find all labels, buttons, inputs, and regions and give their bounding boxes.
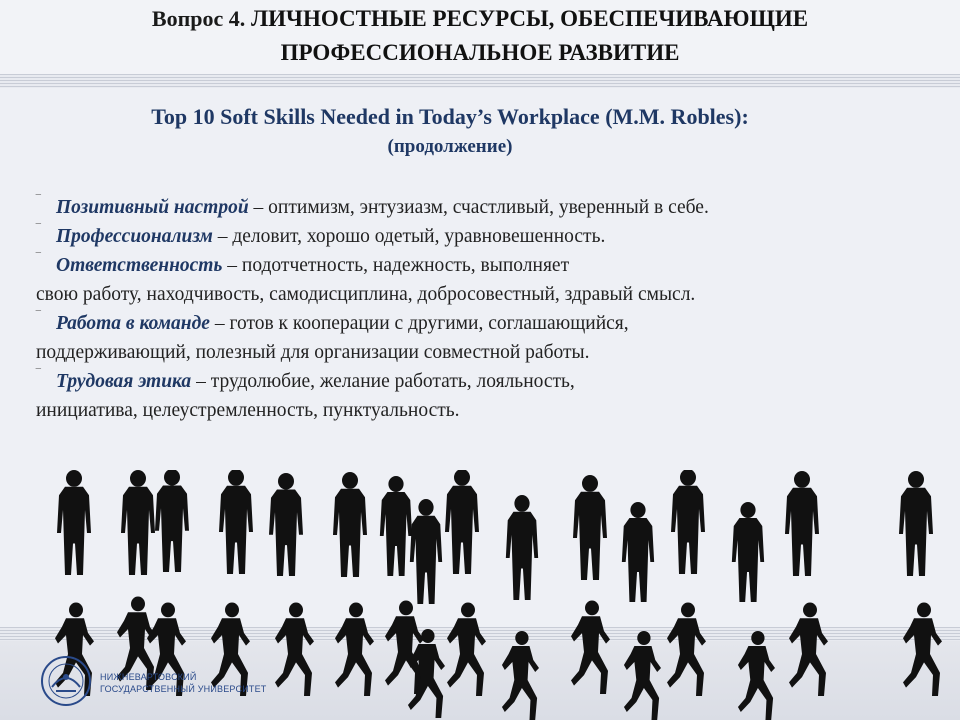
question-number: Вопрос 4. xyxy=(151,6,246,31)
skill-term: Трудовая этика xyxy=(56,371,192,392)
title-text-1: ЛИЧНОСТНЫЕ РЕСУРСЫ, ОБЕСПЕЧИВАЮЩИЕ xyxy=(251,6,809,31)
silhouettes-running xyxy=(55,597,942,720)
bullet-mark: ‾ xyxy=(36,194,41,209)
section-subheading: (продолжение) xyxy=(387,136,513,157)
skills-list xyxy=(36,193,916,425)
bullet-mark: ‾ xyxy=(36,223,41,238)
title-line-2: ПРОФЕССИОНАЛЬНОЕ РАЗВИТИЕ xyxy=(280,40,680,65)
list-item xyxy=(36,222,916,251)
list-item xyxy=(36,309,916,367)
list-item xyxy=(36,251,916,309)
skill-term: Профессионализм xyxy=(56,226,213,247)
skill-term: Работа в команде xyxy=(56,313,210,334)
skill-description: – готов к кооперации с другими, соглашающийся, xyxy=(209,313,629,334)
skill-description: – трудолюбие, желание работать, лояльность, xyxy=(191,371,575,392)
skill-description-continued: инициатива, целеустремленность, пунктуальность. xyxy=(36,400,460,421)
bullet-mark: ‾ xyxy=(36,252,41,267)
university-name-line-2: ГОСУДАРСТВЕННЫЙ УНИВЕРСИТЕТ xyxy=(100,684,267,694)
bullet-mark: ‾ xyxy=(36,368,41,383)
bullet-mark: ‾ xyxy=(36,310,41,325)
university-name-line-1: НИЖНЕВАРТОВСКИЙ xyxy=(100,672,197,682)
skill-description-continued: поддерживающий, полезный для организации совместной работы. xyxy=(36,342,590,363)
skill-term: Позитивный настрой xyxy=(56,197,249,218)
skill-description: – подотчетность, надежность, выполняет xyxy=(222,255,570,276)
title-divider xyxy=(0,74,960,88)
list-item xyxy=(36,367,916,425)
skill-description: – деловит, хорошо одетый, уравновешенность. xyxy=(212,226,606,247)
skill-description-continued: свою работу, находчивость, самодисциплина, добросовестный, здравый смысл. xyxy=(36,284,696,305)
silhouettes-standing xyxy=(57,470,933,604)
title-line-1 xyxy=(0,6,960,32)
skill-description: – оптимизм, энтузиазм, счастливый, уверенный в себе. xyxy=(248,197,709,218)
section-heading: Top 10 Soft Skills Needed in Today’s Workplace (M.M. Robles): xyxy=(151,104,749,129)
university-logo-icon xyxy=(40,655,92,707)
skill-term: Ответственность xyxy=(56,255,223,276)
slide-title xyxy=(0,0,960,74)
university-name xyxy=(100,671,266,695)
list-item xyxy=(36,193,916,222)
